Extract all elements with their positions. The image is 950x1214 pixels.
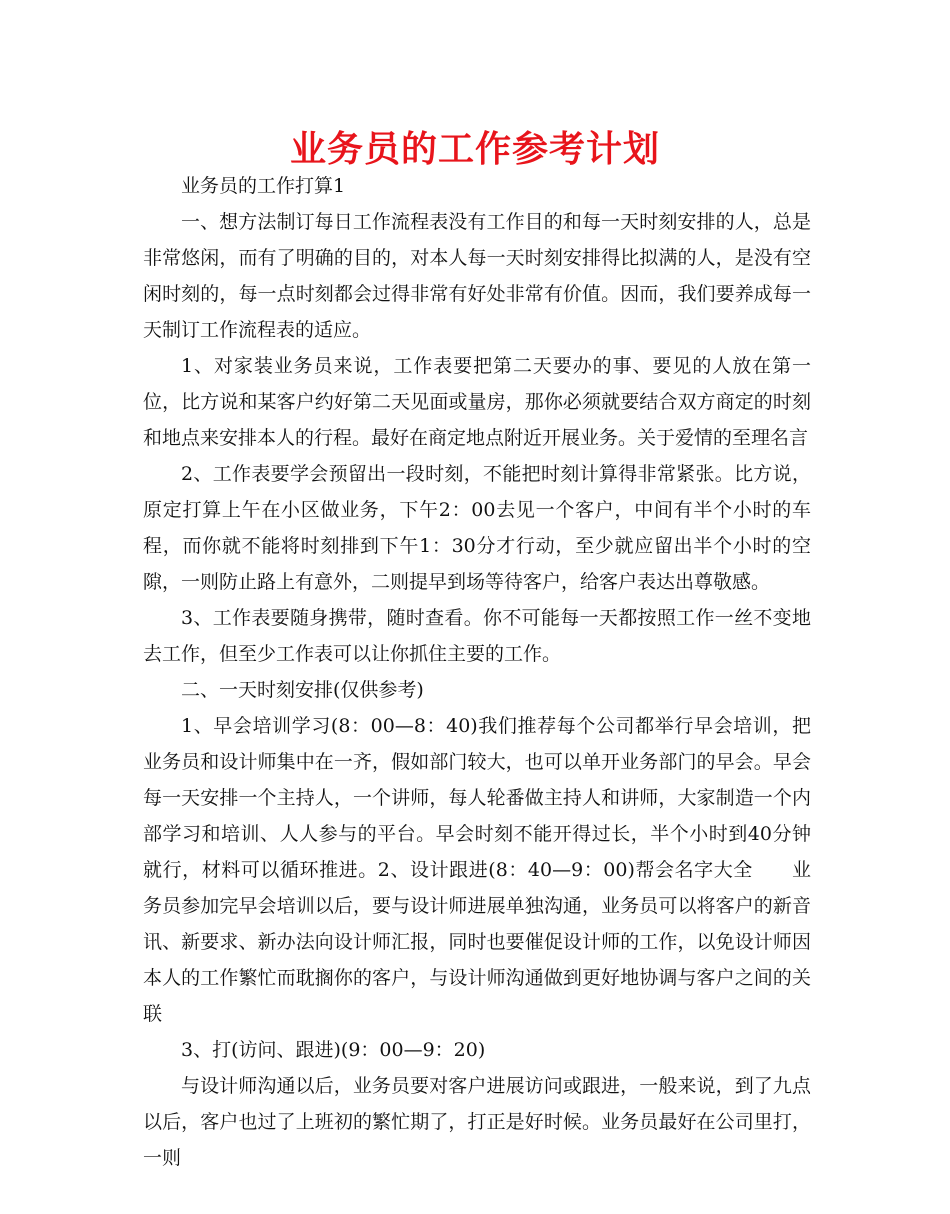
paragraph-after-designer: 与设计师沟通以后，业务员要对客户进展访问或跟进，一般来说，到了九点以后，客户也过了上班初的繁忙期了，打正是好时候。业务员最好在公司里打，一则: [143, 1075, 811, 1169]
paragraph-item-calls: 3、打(访问、跟进)(9：00—9：20): [181, 1039, 486, 1061]
paragraph-section-one: 一、想方法制订每日工作流程表没有工作目的和每一天时刻安排的人，总是非常悠闲，而有了明确的目的，对本人每一天时刻安排得比拟满的人，是没有空闲时刻的，每一点时刻都会过得非常有好处非常有价值。因而，我们要养成每一天制订工作流程表的适应。: [143, 211, 811, 341]
paragraph-plan-heading: 业务员的工作打算1: [181, 175, 346, 197]
paragraph-morning-meeting: 1、早会培训学习(8：00—8：40)我们推荐每个公司都举行早会培训，把业务员和设计师集中在一齐，假如部门较大，也可以单开业务部门的早会。早会每一天安排一个主持人，一个讲师，每人轮番做主持人和讲师，大家制造一个内部学习和培训、人人参与的平台。早会时刻不能开得过长，半个小时到40分钟就行，材料可以循环推进。2、设计跟进(8：40—9：00)帮会名字大全 业务员参加完早会培训以后，要与设计师进展单独沟通，业务员可以将客户的新音讯、新要求、新办法向设计师汇报，同时也要催促设计师的工作，以免设计师因本人的工作繁忙而耽搁你的客户，与设计师沟通做到更好地协调与客户之间的关联: [143, 715, 811, 1025]
document-body: [143, 168, 811, 1176]
paragraph-item-2: 2、工作表要学会预留出一段时刻，不能把时刻计算得非常紧张。比方说，原定打算上午在小区做业务，下午2：00去见一个客户，中间有半个小时的车程，而你就不能将时刻排到下午1：30分才行动，至少就应留出半个小时的空隙，一则防止路上有意外，二则提早到场等待客户，给客户表达出尊敬感。: [143, 463, 811, 593]
paragraph-section-two: 二、一天时刻安排(仅供参考): [181, 679, 424, 701]
document-title: 业务员的工作参考计划: [289, 129, 660, 170]
paragraph-item-3: 3、工作表要随身携带，随时查看。你不可能每一天都按照工作一丝不变地去工作，但至少工作表可以让你抓住主要的工作。: [143, 607, 811, 665]
paragraph-item-1: 1、对家装业务员来说，工作表要把第二天要办的事、要见的人放在第一位，比方说和某客户约好第二天见面或量房，那你必须就要结合双方商定的时刻和地点来安排本人的行程。最好在商定地点附近开展业务。关于爱情的至理名言: [143, 355, 811, 449]
